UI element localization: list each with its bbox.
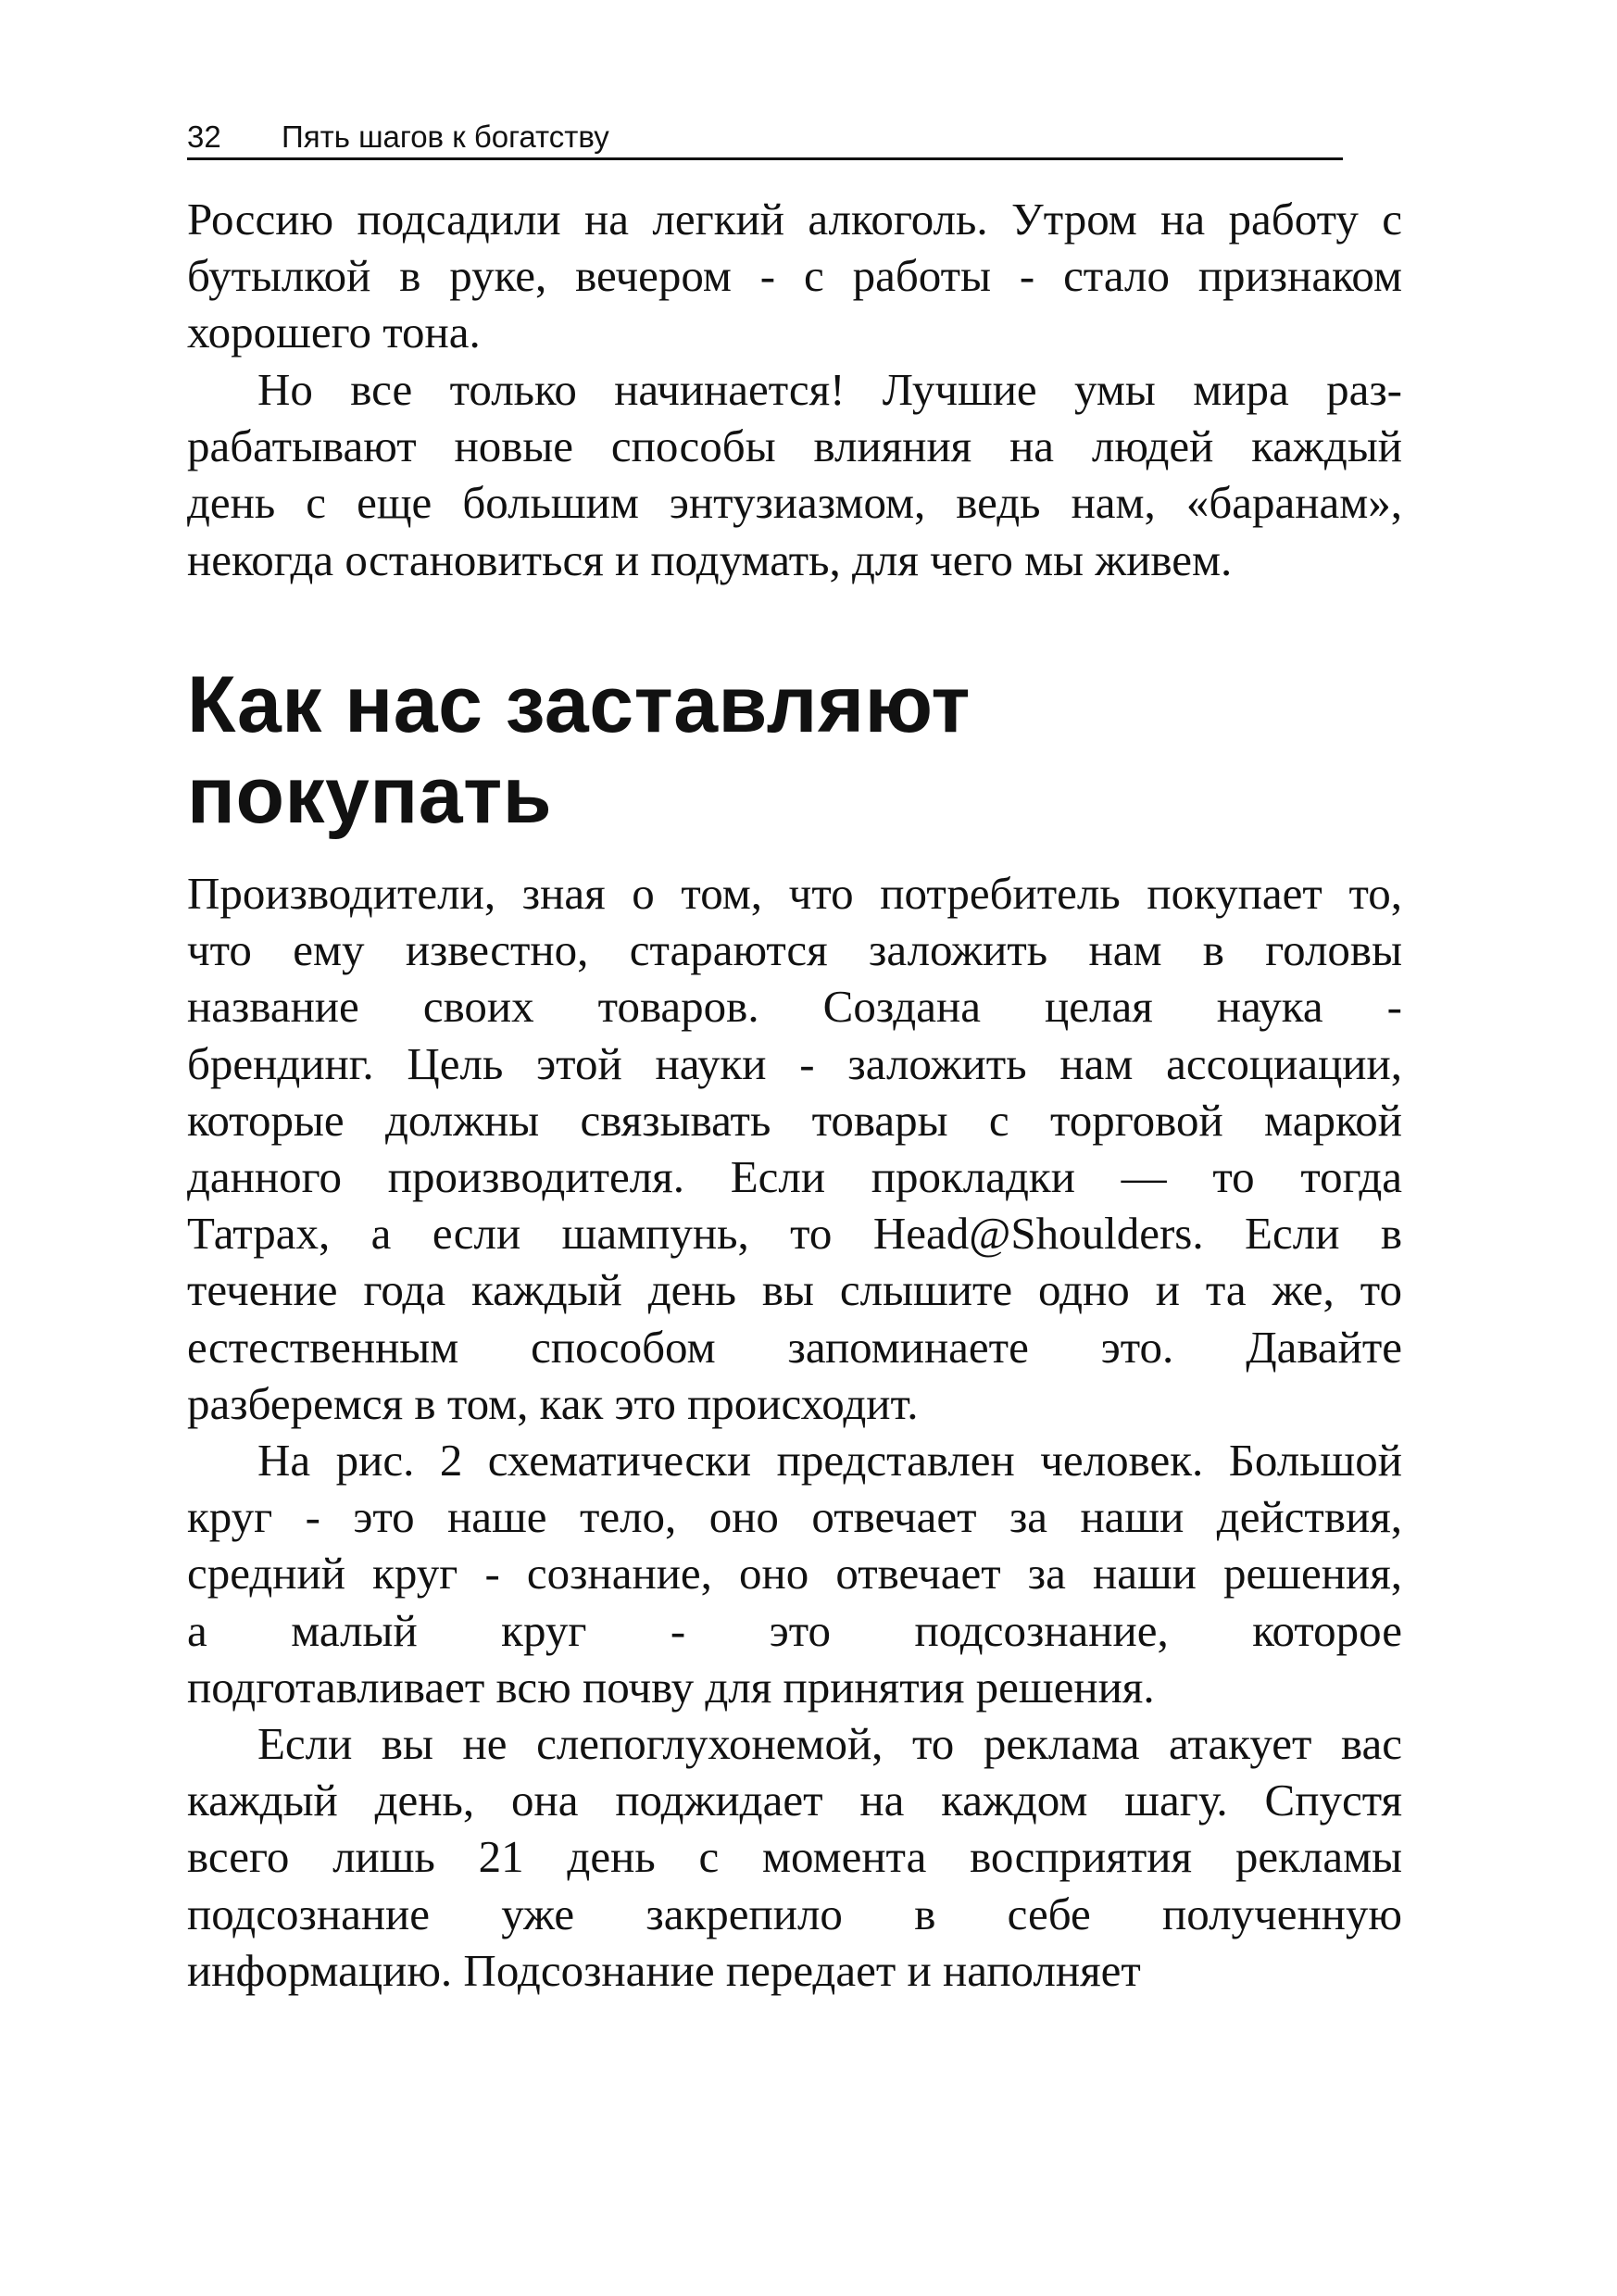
section-paragraph-3 (187, 1715, 1402, 1999)
text-line: Россию подсадили на легкий алкоголь. Утром на работу с (187, 194, 1402, 245)
text-line: информацию. Подсознание передает и наполняет (187, 1944, 1141, 1996)
text-line: каждый день, она поджидает на каждом шагу. Спустя (187, 1775, 1402, 1826)
section-paragraph-2 (187, 1432, 1402, 1715)
text-line: брендинг. Цель этой науки - заложить нам ассоциации, (187, 1037, 1402, 1089)
text-line: Татрах, а если шампунь, то Head@Shoulders. Если в (187, 1208, 1402, 1260)
text-line: день с еще большим энтузиазмом, ведь нам, «баранам», (187, 477, 1402, 529)
text-line: подсознание уже закрепило в себе полученную (187, 1888, 1402, 1939)
text-line: течение года каждый день вы слышите одно и та же, то (187, 1264, 1402, 1316)
running-header (187, 119, 1343, 156)
text-line: название своих товаров. Создана целая наука - (187, 981, 1402, 1033)
text-line: некогда остановиться и подумать, для чего мы живем. (187, 533, 1233, 585)
text-line: всего лишь 21 день с момента восприятия рекламы (187, 1831, 1402, 1883)
text-line: которые должны связывать товары с торговой маркой (187, 1094, 1402, 1146)
page-number: 32 (187, 119, 221, 154)
text-line: рабатывают новые способы влияния на людей каждый (187, 420, 1402, 472)
running-title: Пять шагов к богатству (282, 119, 609, 154)
text-line: средний круг - сознание, оно отвечает за наши решения, (187, 1548, 1402, 1600)
text-line: а малый круг - это подсознание, которое (187, 1604, 1402, 1656)
text-line: круг - это наше тело, оно отвечает за наши действия, (187, 1491, 1402, 1543)
section-title-line: покупать (187, 751, 553, 840)
text-line: хорошего тона. (187, 307, 481, 358)
text-line: естественным способом запоминаете это. Давайте (187, 1321, 1402, 1373)
header-rule (187, 157, 1343, 160)
intro-paragraph-1 (187, 191, 1402, 361)
section-paragraph-1 (187, 865, 1402, 1432)
text-line: данного производителя. Если прокладки — то тогда (187, 1151, 1402, 1203)
text-line: Но все только начинается! Лучшие умы мира раз- (257, 364, 1402, 415)
text-line: На рис. 2 схематически представлен человек. Большой (257, 1435, 1402, 1486)
text-line: Производители, зная о том, что потребитель покупает то, (187, 868, 1402, 919)
section-title-line: Как нас заставляют (187, 660, 971, 749)
text-line: что ему известно, стараются заложить нам в головы (187, 924, 1402, 976)
text-line: бутылкой в руке, вечером - с работы - стало признаком (187, 250, 1402, 302)
intro-paragraph-2 (187, 361, 1402, 588)
section-title (187, 659, 1391, 841)
text-line: подготавливает всю почву для принятия решения. (187, 1661, 1155, 1713)
text-line: Если вы не слепоглухонемой, то реклама атакует вас (257, 1718, 1402, 1769)
text-line: разберемся в том, как это происходит. (187, 1377, 919, 1429)
